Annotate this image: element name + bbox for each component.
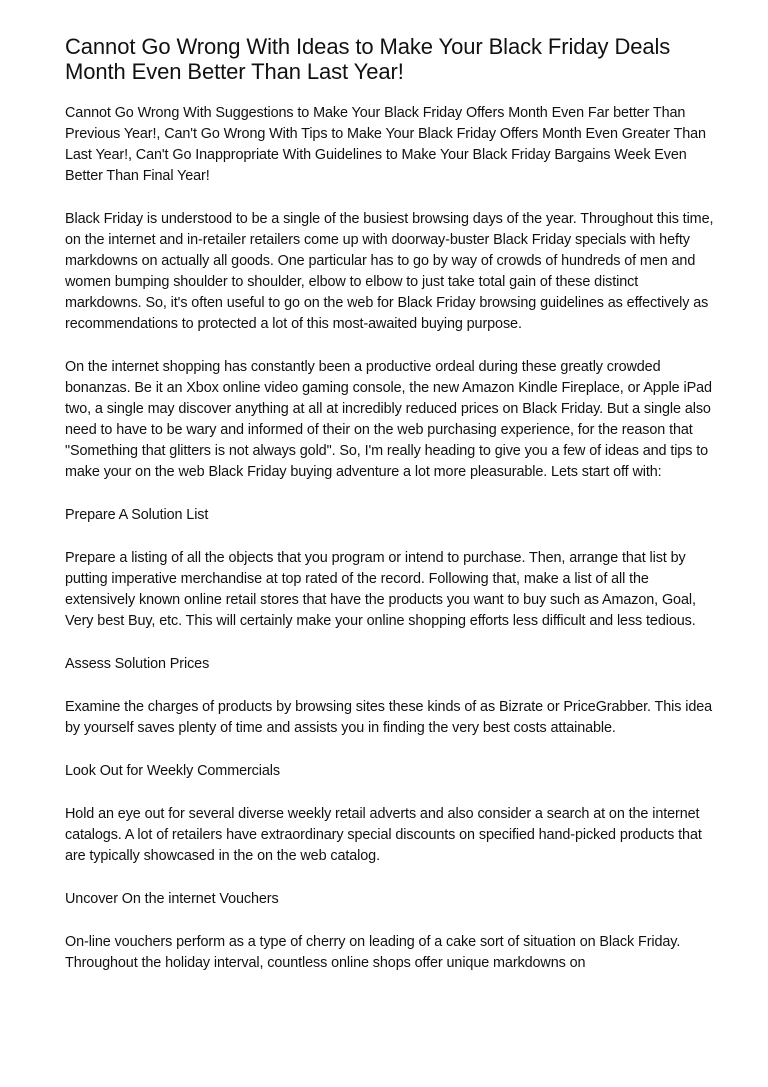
section-heading: Prepare A Solution List <box>65 507 209 523</box>
document-page <box>65 34 715 996</box>
body-paragraph: On the internet shopping has constantly been a productive ordeal during these greatly crowded bonanzas. Be it an Xbox online video gaming console, the new Amazon Kindle Fireplace, or Apple iPad two, a single may discover anything at all at incredibly reduced prices on Black Friday. But a single also need to have to be wary and informed of their on the web purchasing experience, for the reason that "Something that glitters is not always gold". So, I'm really heading to give you a few of ideas and tips to make your on the web Black Friday buying adventure a lot more pleasurable. Lets start off with: <box>65 359 712 480</box>
section-heading: Assess Solution Prices <box>65 656 210 672</box>
body-paragraph: Hold an eye out for several diverse weekly retail adverts and also consider a search at on the internet catalogs. A lot of retailers have extraordinary special discounts on specified hand-picked products that are typically showcased in the on the web catalog. <box>65 806 702 864</box>
intro-paragraph: Cannot Go Wrong With Suggestions to Make Your Black Friday Offers Month Even Far better Than Previous Year!, Can't Go Wrong With Tips to Make Your Black Friday Offers Month Even Greater Than Last Year!, Can't Go Inappropriate With Guidelines to Make Your Black Friday Bargains Week Even Better Than Final Year! <box>65 105 706 184</box>
section-heading: Look Out for Weekly Commercials <box>65 763 280 779</box>
body-paragraph: Examine the charges of products by browsing sites these kinds of as Bizrate or PriceGrabber. This idea by yourself saves plenty of time and assists you in finding the very best costs attainable. <box>65 699 713 736</box>
document-title: Cannot Go Wrong With Ideas to Make Your Black Friday Deals Month Even Better Than Last Year! <box>65 34 671 84</box>
body-paragraph: Prepare a listing of all the objects that you program or intend to purchase. Then, arrange that list by putting imperative merchandise at top rated of the record. Following that, make a list of all the extensively known online retail stores that have the products you want to buy such as Amazon, Goal, Very best Buy, etc. This will certainly make your online shopping efforts less difficult and less tedious. <box>65 550 696 629</box>
section-heading: Uncover On the internet Vouchers <box>65 891 279 907</box>
body-paragraph: On-line vouchers perform as a type of cherry on leading of a cake sort of situation on Black Friday. Throughout the holiday interval, countless online shops offer unique markdowns on <box>65 934 681 971</box>
body-paragraph: Black Friday is understood to be a single of the busiest browsing days of the year. Throughout this time, on the internet and in-retailer retailers come up with doorway-buster Black Friday specials with hefty markdowns on actually all goods. One particular has to go by way of crowds of hundreds of men and women bumping shoulder to shoulder, elbow to elbow to just take total gain of these distinct markdowns. So, it's often useful to go on the web for Black Friday browsing guidelines as effectively as recommendations to protected a lot of this most-awaited buying purpose. <box>65 211 714 332</box>
